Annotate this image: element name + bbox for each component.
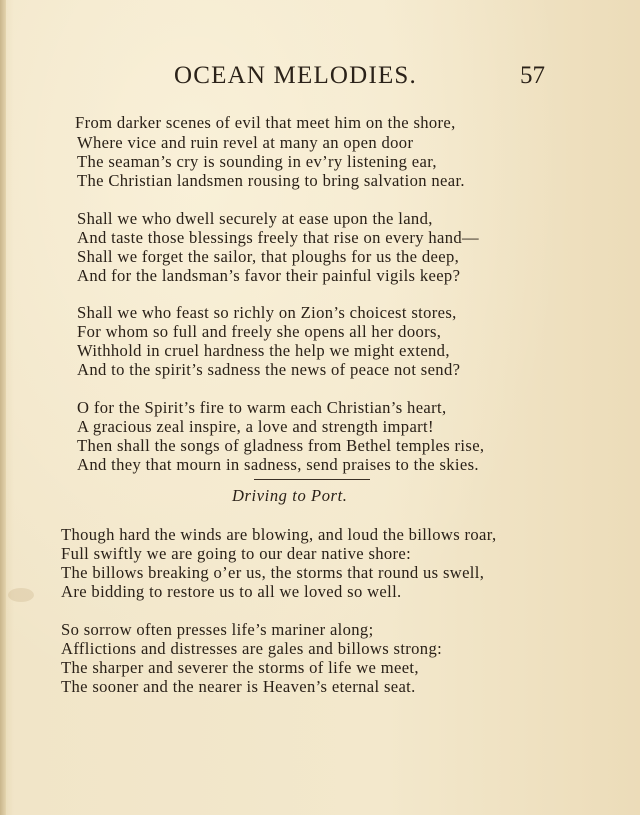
page-number: 57: [520, 62, 545, 89]
page-header: [0, 62, 640, 96]
verse-line: From darker scenes of evil that meet him on the shore,: [75, 113, 456, 132]
verse-line: For whom so full and freely she opens all her doors,: [77, 322, 442, 341]
verse-line: And they that mourn in sadness, send praises to the skies.: [77, 455, 479, 474]
verse-line: Shall we who feast so richly on Zion’s choicest stores,: [77, 303, 457, 322]
verse-line: Withhold in cruel hardness the help we might extend,: [77, 341, 450, 360]
verse-line: And taste those blessings freely that rise on every hand—: [77, 228, 479, 247]
verse-line: O for the Spirit’s fire to warm each Christian’s heart,: [77, 398, 447, 417]
verse-line: Though hard the winds are blowing, and loud the billows roar,: [61, 525, 497, 544]
verse-line: Shall we who dwell securely at ease upon the land,: [77, 209, 433, 228]
verse-line: Shall we forget the sailor, that ploughs for us the deep,: [77, 247, 460, 266]
verse-line: The Christian landsmen rousing to bring salvation near.: [77, 171, 465, 190]
section-rule: [254, 479, 370, 480]
verse-line: Then shall the songs of gladness from Bethel temples rise,: [77, 436, 485, 455]
section-title: Driving to Port.: [232, 486, 348, 505]
verse-line: Where vice and ruin revel at many an open door: [77, 133, 414, 152]
verse-line: A gracious zeal inspire, a love and strength impart!: [77, 417, 434, 436]
verse-line: Full swiftly we are going to our dear native shore:: [61, 544, 412, 563]
verse-line: Are bidding to restore us to all we loved so well.: [61, 582, 402, 601]
verse-line: The sooner and the nearer is Heaven’s eternal seat.: [61, 677, 416, 696]
verse-line: The sharper and severer the storms of life we meet,: [61, 658, 419, 677]
page-edge: [0, 0, 6, 815]
running-title: OCEAN MELODIES.: [174, 62, 417, 89]
verse-line: Afflictions and distresses are gales and billows strong:: [61, 639, 443, 658]
paper-stain: [8, 588, 34, 602]
verse-line: And to the spirit’s sadness the news of peace not send?: [77, 360, 461, 379]
verse-line: So sorrow often presses life’s mariner along;: [61, 620, 374, 639]
verse-line: And for the landsman’s favor their painful vigils keep?: [77, 266, 461, 285]
verse-line: The seaman’s cry is sounding in ev’ry listening ear,: [77, 152, 437, 171]
verse-line: The billows breaking o’er us, the storms that round us swell,: [61, 563, 485, 582]
